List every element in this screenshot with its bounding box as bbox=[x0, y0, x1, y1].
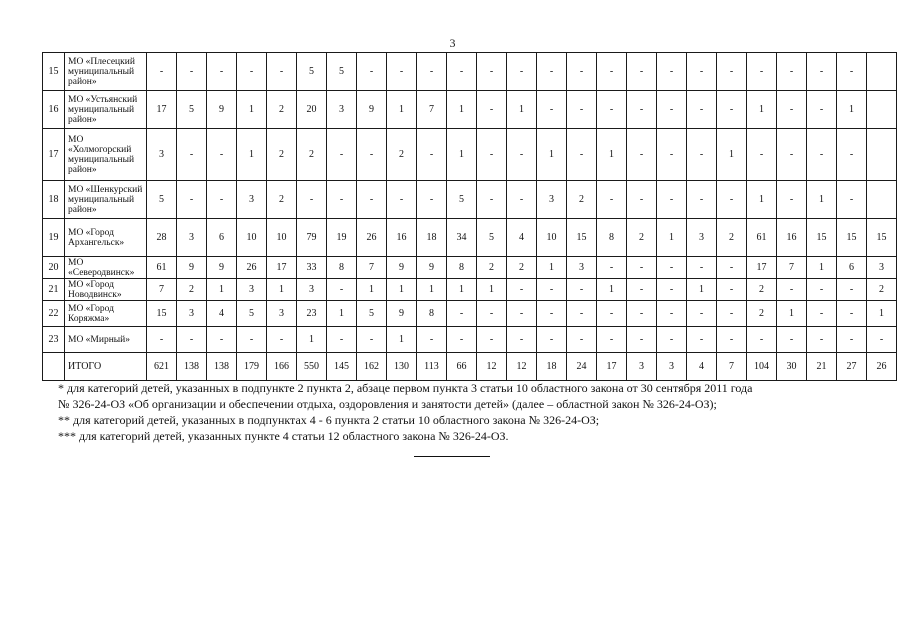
table-cell: - bbox=[627, 181, 657, 219]
table-cell: 3 bbox=[267, 301, 297, 327]
table-cell: 10 bbox=[237, 219, 267, 257]
municipality-name: МО «Шенкурский муниципальный район» bbox=[65, 181, 147, 219]
municipality-name: МО «Холмогорский муниципальный район» bbox=[65, 129, 147, 181]
table-cell: 5 bbox=[327, 53, 357, 91]
table-cell: - bbox=[717, 279, 747, 301]
table-cell: - bbox=[657, 327, 687, 353]
table-cell: 1 bbox=[597, 279, 627, 301]
table-cell: 26 bbox=[357, 219, 387, 257]
table-cell: 2 bbox=[627, 219, 657, 257]
footnote-1: * для категорий детей, указанных в подпункте 2 пункта 2, абзаце первом пункта 3 статьи 10 областного закона от 30 сентября 2011 года bbox=[58, 381, 753, 395]
table-cell: - bbox=[147, 53, 177, 91]
table-cell: 16 bbox=[777, 219, 807, 257]
table-cell: 1 bbox=[537, 257, 567, 279]
table-cell: 1 bbox=[507, 91, 537, 129]
table-cell: - bbox=[807, 327, 837, 353]
table-cell: - bbox=[657, 129, 687, 181]
table-cell: - bbox=[387, 53, 417, 91]
table-cell: 16 bbox=[387, 219, 417, 257]
table-cell: 1 bbox=[237, 91, 267, 129]
table-cell: - bbox=[657, 181, 687, 219]
table-cell: - bbox=[747, 53, 777, 91]
table-cell: - bbox=[207, 181, 237, 219]
table-cell: 3 bbox=[537, 181, 567, 219]
table-cell: - bbox=[627, 129, 657, 181]
closing-rule bbox=[414, 456, 490, 457]
table-cell: 2 bbox=[747, 279, 777, 301]
total-cell: 104 bbox=[747, 353, 777, 381]
municipality-name: МО «Город Новодвинск» bbox=[65, 279, 147, 301]
table-cell: - bbox=[747, 129, 777, 181]
table-cell: 3 bbox=[177, 219, 207, 257]
table-cell: - bbox=[567, 301, 597, 327]
total-cell: 145 bbox=[327, 353, 357, 381]
table-cell: - bbox=[687, 257, 717, 279]
table-cell: - bbox=[477, 129, 507, 181]
table-cell: - bbox=[177, 181, 207, 219]
total-cell: 138 bbox=[207, 353, 237, 381]
table-cell: - bbox=[507, 327, 537, 353]
table-row bbox=[43, 257, 897, 279]
table-cell: 1 bbox=[807, 181, 837, 219]
table-cell: 1 bbox=[447, 129, 477, 181]
total-cell: 12 bbox=[477, 353, 507, 381]
table-cell: 7 bbox=[777, 257, 807, 279]
table-cell: - bbox=[657, 301, 687, 327]
table-cell bbox=[867, 181, 897, 219]
table-cell: - bbox=[417, 53, 447, 91]
table-cell: 33 bbox=[297, 257, 327, 279]
table-cell: 1 bbox=[807, 257, 837, 279]
municipality-name: МО «Мирный» bbox=[65, 327, 147, 353]
table-cell: 1 bbox=[327, 301, 357, 327]
table-cell: 7 bbox=[357, 257, 387, 279]
table-cell: - bbox=[537, 327, 567, 353]
total-cell: 3 bbox=[627, 353, 657, 381]
table-cell: - bbox=[627, 327, 657, 353]
total-label: ИТОГО bbox=[65, 353, 147, 381]
table-cell: - bbox=[687, 301, 717, 327]
table-cell: - bbox=[567, 129, 597, 181]
table-cell: 3 bbox=[297, 279, 327, 301]
table-cell: 2 bbox=[267, 129, 297, 181]
row-number: 18 bbox=[43, 181, 65, 219]
table-cell: - bbox=[507, 129, 537, 181]
table-cell: - bbox=[597, 257, 627, 279]
table-cell: - bbox=[477, 91, 507, 129]
table-cell: - bbox=[567, 279, 597, 301]
total-cell: 30 bbox=[777, 353, 807, 381]
table-cell: - bbox=[777, 53, 807, 91]
table-cell: - bbox=[177, 129, 207, 181]
table-cell: - bbox=[507, 279, 537, 301]
table-cell: 3 bbox=[687, 219, 717, 257]
table-cell bbox=[867, 53, 897, 91]
table-cell: - bbox=[507, 301, 537, 327]
table-cell: 5 bbox=[177, 91, 207, 129]
table-cell: - bbox=[537, 301, 567, 327]
row-number: 19 bbox=[43, 219, 65, 257]
table-cell: 3 bbox=[327, 91, 357, 129]
table-cell: - bbox=[357, 53, 387, 91]
table-cell: 1 bbox=[747, 91, 777, 129]
table-cell: - bbox=[567, 91, 597, 129]
table-cell: - bbox=[717, 53, 747, 91]
table-cell: 1 bbox=[447, 91, 477, 129]
table-cell: 9 bbox=[207, 91, 237, 129]
table-cell: - bbox=[327, 279, 357, 301]
table-cell: - bbox=[477, 53, 507, 91]
table-cell: - bbox=[447, 327, 477, 353]
total-cell: 138 bbox=[177, 353, 207, 381]
total-cell: 7 bbox=[717, 353, 747, 381]
table-cell: 2 bbox=[747, 301, 777, 327]
table-cell: - bbox=[807, 53, 837, 91]
table-cell: - bbox=[237, 53, 267, 91]
table-cell: 1 bbox=[867, 301, 897, 327]
row-number: 22 bbox=[43, 301, 65, 327]
table-cell: 3 bbox=[867, 257, 897, 279]
table-row bbox=[43, 219, 897, 257]
table-row bbox=[43, 279, 897, 301]
table-cell: - bbox=[177, 53, 207, 91]
table-cell: - bbox=[687, 129, 717, 181]
table-cell: 1 bbox=[687, 279, 717, 301]
table-cell: - bbox=[807, 129, 837, 181]
table-cell: - bbox=[837, 53, 867, 91]
table-cell: - bbox=[627, 53, 657, 91]
table-cell: - bbox=[537, 53, 567, 91]
table-cell: 9 bbox=[387, 257, 417, 279]
table-cell: - bbox=[657, 91, 687, 129]
table-cell: - bbox=[357, 181, 387, 219]
table-cell: - bbox=[717, 181, 747, 219]
table-cell: 1 bbox=[837, 91, 867, 129]
total-row-number bbox=[43, 353, 65, 381]
table-cell: 3 bbox=[237, 279, 267, 301]
table-cell: 3 bbox=[147, 129, 177, 181]
table-cell: - bbox=[657, 257, 687, 279]
total-cell: 179 bbox=[237, 353, 267, 381]
table-cell: - bbox=[477, 301, 507, 327]
table-cell: 1 bbox=[207, 279, 237, 301]
table-cell: 15 bbox=[147, 301, 177, 327]
total-cell: 17 bbox=[597, 353, 627, 381]
municipality-name: МО «Город Коряжма» bbox=[65, 301, 147, 327]
footnote-1-continued: № 326-24-ОЗ «Об организации и обеспечении отдыха, оздоровления и занятости детей» (далее – областной закон № 326-24-ОЗ); bbox=[58, 397, 717, 411]
table-cell: 4 bbox=[207, 301, 237, 327]
table-cell: 1 bbox=[597, 129, 627, 181]
table-cell: 4 bbox=[507, 219, 537, 257]
row-number: 21 bbox=[43, 279, 65, 301]
table-row bbox=[43, 181, 897, 219]
table-cell: 2 bbox=[267, 91, 297, 129]
total-cell: 26 bbox=[867, 353, 897, 381]
table-cell: 61 bbox=[147, 257, 177, 279]
table-cell: - bbox=[567, 53, 597, 91]
table-cell: - bbox=[507, 181, 537, 219]
table-row bbox=[43, 91, 897, 129]
table-cell: - bbox=[357, 327, 387, 353]
table-cell: - bbox=[837, 301, 867, 327]
table-cell: - bbox=[747, 327, 777, 353]
table-cell: - bbox=[597, 91, 627, 129]
table-cell: - bbox=[417, 129, 447, 181]
table-cell: - bbox=[717, 257, 747, 279]
table-cell: 9 bbox=[357, 91, 387, 129]
table-cell: 6 bbox=[837, 257, 867, 279]
table-cell: - bbox=[777, 327, 807, 353]
table-cell: - bbox=[537, 279, 567, 301]
total-cell: 4 bbox=[687, 353, 717, 381]
table-cell: 7 bbox=[147, 279, 177, 301]
table-cell: - bbox=[717, 91, 747, 129]
table-cell: - bbox=[177, 327, 207, 353]
table-cell: - bbox=[837, 181, 867, 219]
table-cell: 34 bbox=[447, 219, 477, 257]
table-cell: - bbox=[837, 129, 867, 181]
table-cell: 1 bbox=[657, 219, 687, 257]
table-cell: 1 bbox=[747, 181, 777, 219]
total-cell: 18 bbox=[537, 353, 567, 381]
total-row bbox=[43, 353, 897, 381]
table-cell: - bbox=[147, 327, 177, 353]
table-cell: 7 bbox=[417, 91, 447, 129]
table-cell: 61 bbox=[747, 219, 777, 257]
table-cell: - bbox=[777, 91, 807, 129]
table-cell: 3 bbox=[177, 301, 207, 327]
table-row bbox=[43, 301, 897, 327]
table-cell: - bbox=[417, 181, 447, 219]
total-cell: 621 bbox=[147, 353, 177, 381]
table-cell: - bbox=[687, 53, 717, 91]
municipality-name: МО «Северодвинск» bbox=[65, 257, 147, 279]
table-cell: 5 bbox=[147, 181, 177, 219]
municipality-name: МО «Устьянский муниципальный район» bbox=[65, 91, 147, 129]
table-cell: 1 bbox=[387, 91, 417, 129]
table-cell: 5 bbox=[357, 301, 387, 327]
row-number: 17 bbox=[43, 129, 65, 181]
statistics-table bbox=[42, 52, 897, 381]
footnotes bbox=[58, 380, 848, 444]
total-cell: 12 bbox=[507, 353, 537, 381]
total-cell: 162 bbox=[357, 353, 387, 381]
table-cell: 1 bbox=[297, 327, 327, 353]
row-number: 23 bbox=[43, 327, 65, 353]
table-row bbox=[43, 129, 897, 181]
table-cell: - bbox=[567, 327, 597, 353]
table-cell: 1 bbox=[357, 279, 387, 301]
table-cell: 9 bbox=[417, 257, 447, 279]
footnote-2: ** для категорий детей, указанных в подпунктах 4 - 6 пункта 2 статьи 10 областного закона № 326-24-ОЗ; bbox=[58, 413, 600, 427]
table-cell: 8 bbox=[447, 257, 477, 279]
table-cell: 2 bbox=[867, 279, 897, 301]
table-cell: 8 bbox=[597, 219, 627, 257]
table-cell: - bbox=[207, 53, 237, 91]
total-cell: 166 bbox=[267, 353, 297, 381]
table-row bbox=[43, 327, 897, 353]
table-cell: - bbox=[597, 301, 627, 327]
table-cell: 2 bbox=[507, 257, 537, 279]
table-cell: 5 bbox=[237, 301, 267, 327]
table-cell bbox=[867, 91, 897, 129]
table-cell: - bbox=[627, 257, 657, 279]
table-cell: - bbox=[657, 53, 687, 91]
table-cell: 3 bbox=[567, 257, 597, 279]
table-cell: 2 bbox=[297, 129, 327, 181]
table-cell: - bbox=[537, 91, 567, 129]
table-cell: 5 bbox=[297, 53, 327, 91]
table-cell: 2 bbox=[177, 279, 207, 301]
table-cell: 10 bbox=[537, 219, 567, 257]
table-cell: 2 bbox=[387, 129, 417, 181]
table-cell: - bbox=[477, 327, 507, 353]
table-cell: - bbox=[627, 301, 657, 327]
table-cell: 9 bbox=[387, 301, 417, 327]
table-cell: 9 bbox=[207, 257, 237, 279]
table-cell: - bbox=[507, 53, 537, 91]
table-cell: 9 bbox=[177, 257, 207, 279]
table-cell: 1 bbox=[777, 301, 807, 327]
table-cell: - bbox=[777, 181, 807, 219]
table-cell: - bbox=[597, 327, 627, 353]
table-cell: 2 bbox=[717, 219, 747, 257]
table-cell: 17 bbox=[147, 91, 177, 129]
table-cell: - bbox=[387, 181, 417, 219]
table-cell: 3 bbox=[237, 181, 267, 219]
table-cell: - bbox=[627, 279, 657, 301]
table-cell: - bbox=[417, 327, 447, 353]
table-cell: 1 bbox=[717, 129, 747, 181]
table-cell: - bbox=[687, 327, 717, 353]
table-cell: 1 bbox=[537, 129, 567, 181]
table-cell: 8 bbox=[417, 301, 447, 327]
table-cell: - bbox=[687, 181, 717, 219]
table-cell: - bbox=[207, 129, 237, 181]
table-cell: 17 bbox=[747, 257, 777, 279]
municipality-name: МО «Город Архангельск» bbox=[65, 219, 147, 257]
table-cell: 18 bbox=[417, 219, 447, 257]
table-row bbox=[43, 53, 897, 91]
table-cell: - bbox=[447, 301, 477, 327]
table-cell bbox=[867, 129, 897, 181]
table-cell: 5 bbox=[447, 181, 477, 219]
table-cell: - bbox=[807, 301, 837, 327]
table-cell: 1 bbox=[387, 279, 417, 301]
table-cell: - bbox=[447, 53, 477, 91]
table-cell: 15 bbox=[837, 219, 867, 257]
table-cell: - bbox=[237, 327, 267, 353]
table-cell: - bbox=[267, 53, 297, 91]
table-cell: 8 bbox=[327, 257, 357, 279]
footnote-3: *** для категорий детей, указанных пункте 4 статьи 12 областного закона № 326-24-ОЗ. bbox=[58, 429, 509, 443]
table-cell: 15 bbox=[807, 219, 837, 257]
table-cell: 2 bbox=[567, 181, 597, 219]
table-cell: 2 bbox=[267, 181, 297, 219]
total-cell: 550 bbox=[297, 353, 327, 381]
table-cell: 15 bbox=[867, 219, 897, 257]
table-cell: - bbox=[327, 327, 357, 353]
row-number: 16 bbox=[43, 91, 65, 129]
table-cell: 20 bbox=[297, 91, 327, 129]
table-cell: - bbox=[687, 91, 717, 129]
table-cell: - bbox=[597, 53, 627, 91]
table-cell: - bbox=[837, 279, 867, 301]
table-cell: - bbox=[717, 327, 747, 353]
table-cell: 19 bbox=[327, 219, 357, 257]
table-cell: - bbox=[657, 279, 687, 301]
page-number: 3 bbox=[449, 36, 456, 50]
table-cell: 2 bbox=[477, 257, 507, 279]
table-cell: 1 bbox=[447, 279, 477, 301]
table-cell: 1 bbox=[387, 327, 417, 353]
table-cell: - bbox=[207, 327, 237, 353]
table-cell: - bbox=[267, 327, 297, 353]
table-cell: - bbox=[837, 327, 867, 353]
table-cell: 17 bbox=[267, 257, 297, 279]
table-cell: - bbox=[297, 181, 327, 219]
table-cell: - bbox=[807, 91, 837, 129]
table-cell: 10 bbox=[267, 219, 297, 257]
table-cell: - bbox=[777, 279, 807, 301]
table-cell: - bbox=[357, 129, 387, 181]
total-cell: 130 bbox=[387, 353, 417, 381]
table-cell: 28 bbox=[147, 219, 177, 257]
table-cell: - bbox=[627, 91, 657, 129]
municipality-name: МО «Плесецкий муниципальный район» bbox=[65, 53, 147, 91]
total-cell: 27 bbox=[837, 353, 867, 381]
table-cell: - bbox=[477, 181, 507, 219]
table-cell: 1 bbox=[477, 279, 507, 301]
table-cell: - bbox=[867, 327, 897, 353]
total-cell: 66 bbox=[447, 353, 477, 381]
row-number: 20 bbox=[43, 257, 65, 279]
row-number: 15 bbox=[43, 53, 65, 91]
table-cell: 1 bbox=[267, 279, 297, 301]
table-cell: - bbox=[777, 129, 807, 181]
table-cell: 1 bbox=[417, 279, 447, 301]
table-cell: 15 bbox=[567, 219, 597, 257]
table-cell: 26 bbox=[237, 257, 267, 279]
table-cell: 23 bbox=[297, 301, 327, 327]
total-cell: 24 bbox=[567, 353, 597, 381]
table-cell: - bbox=[717, 301, 747, 327]
table-cell: - bbox=[597, 181, 627, 219]
table-cell: - bbox=[327, 129, 357, 181]
table-cell: 5 bbox=[477, 219, 507, 257]
table-cell: 79 bbox=[297, 219, 327, 257]
table-cell: - bbox=[327, 181, 357, 219]
table-cell: - bbox=[807, 279, 837, 301]
table-cell: 6 bbox=[207, 219, 237, 257]
table-cell: 1 bbox=[237, 129, 267, 181]
total-cell: 21 bbox=[807, 353, 837, 381]
total-cell: 113 bbox=[417, 353, 447, 381]
total-cell: 3 bbox=[657, 353, 687, 381]
